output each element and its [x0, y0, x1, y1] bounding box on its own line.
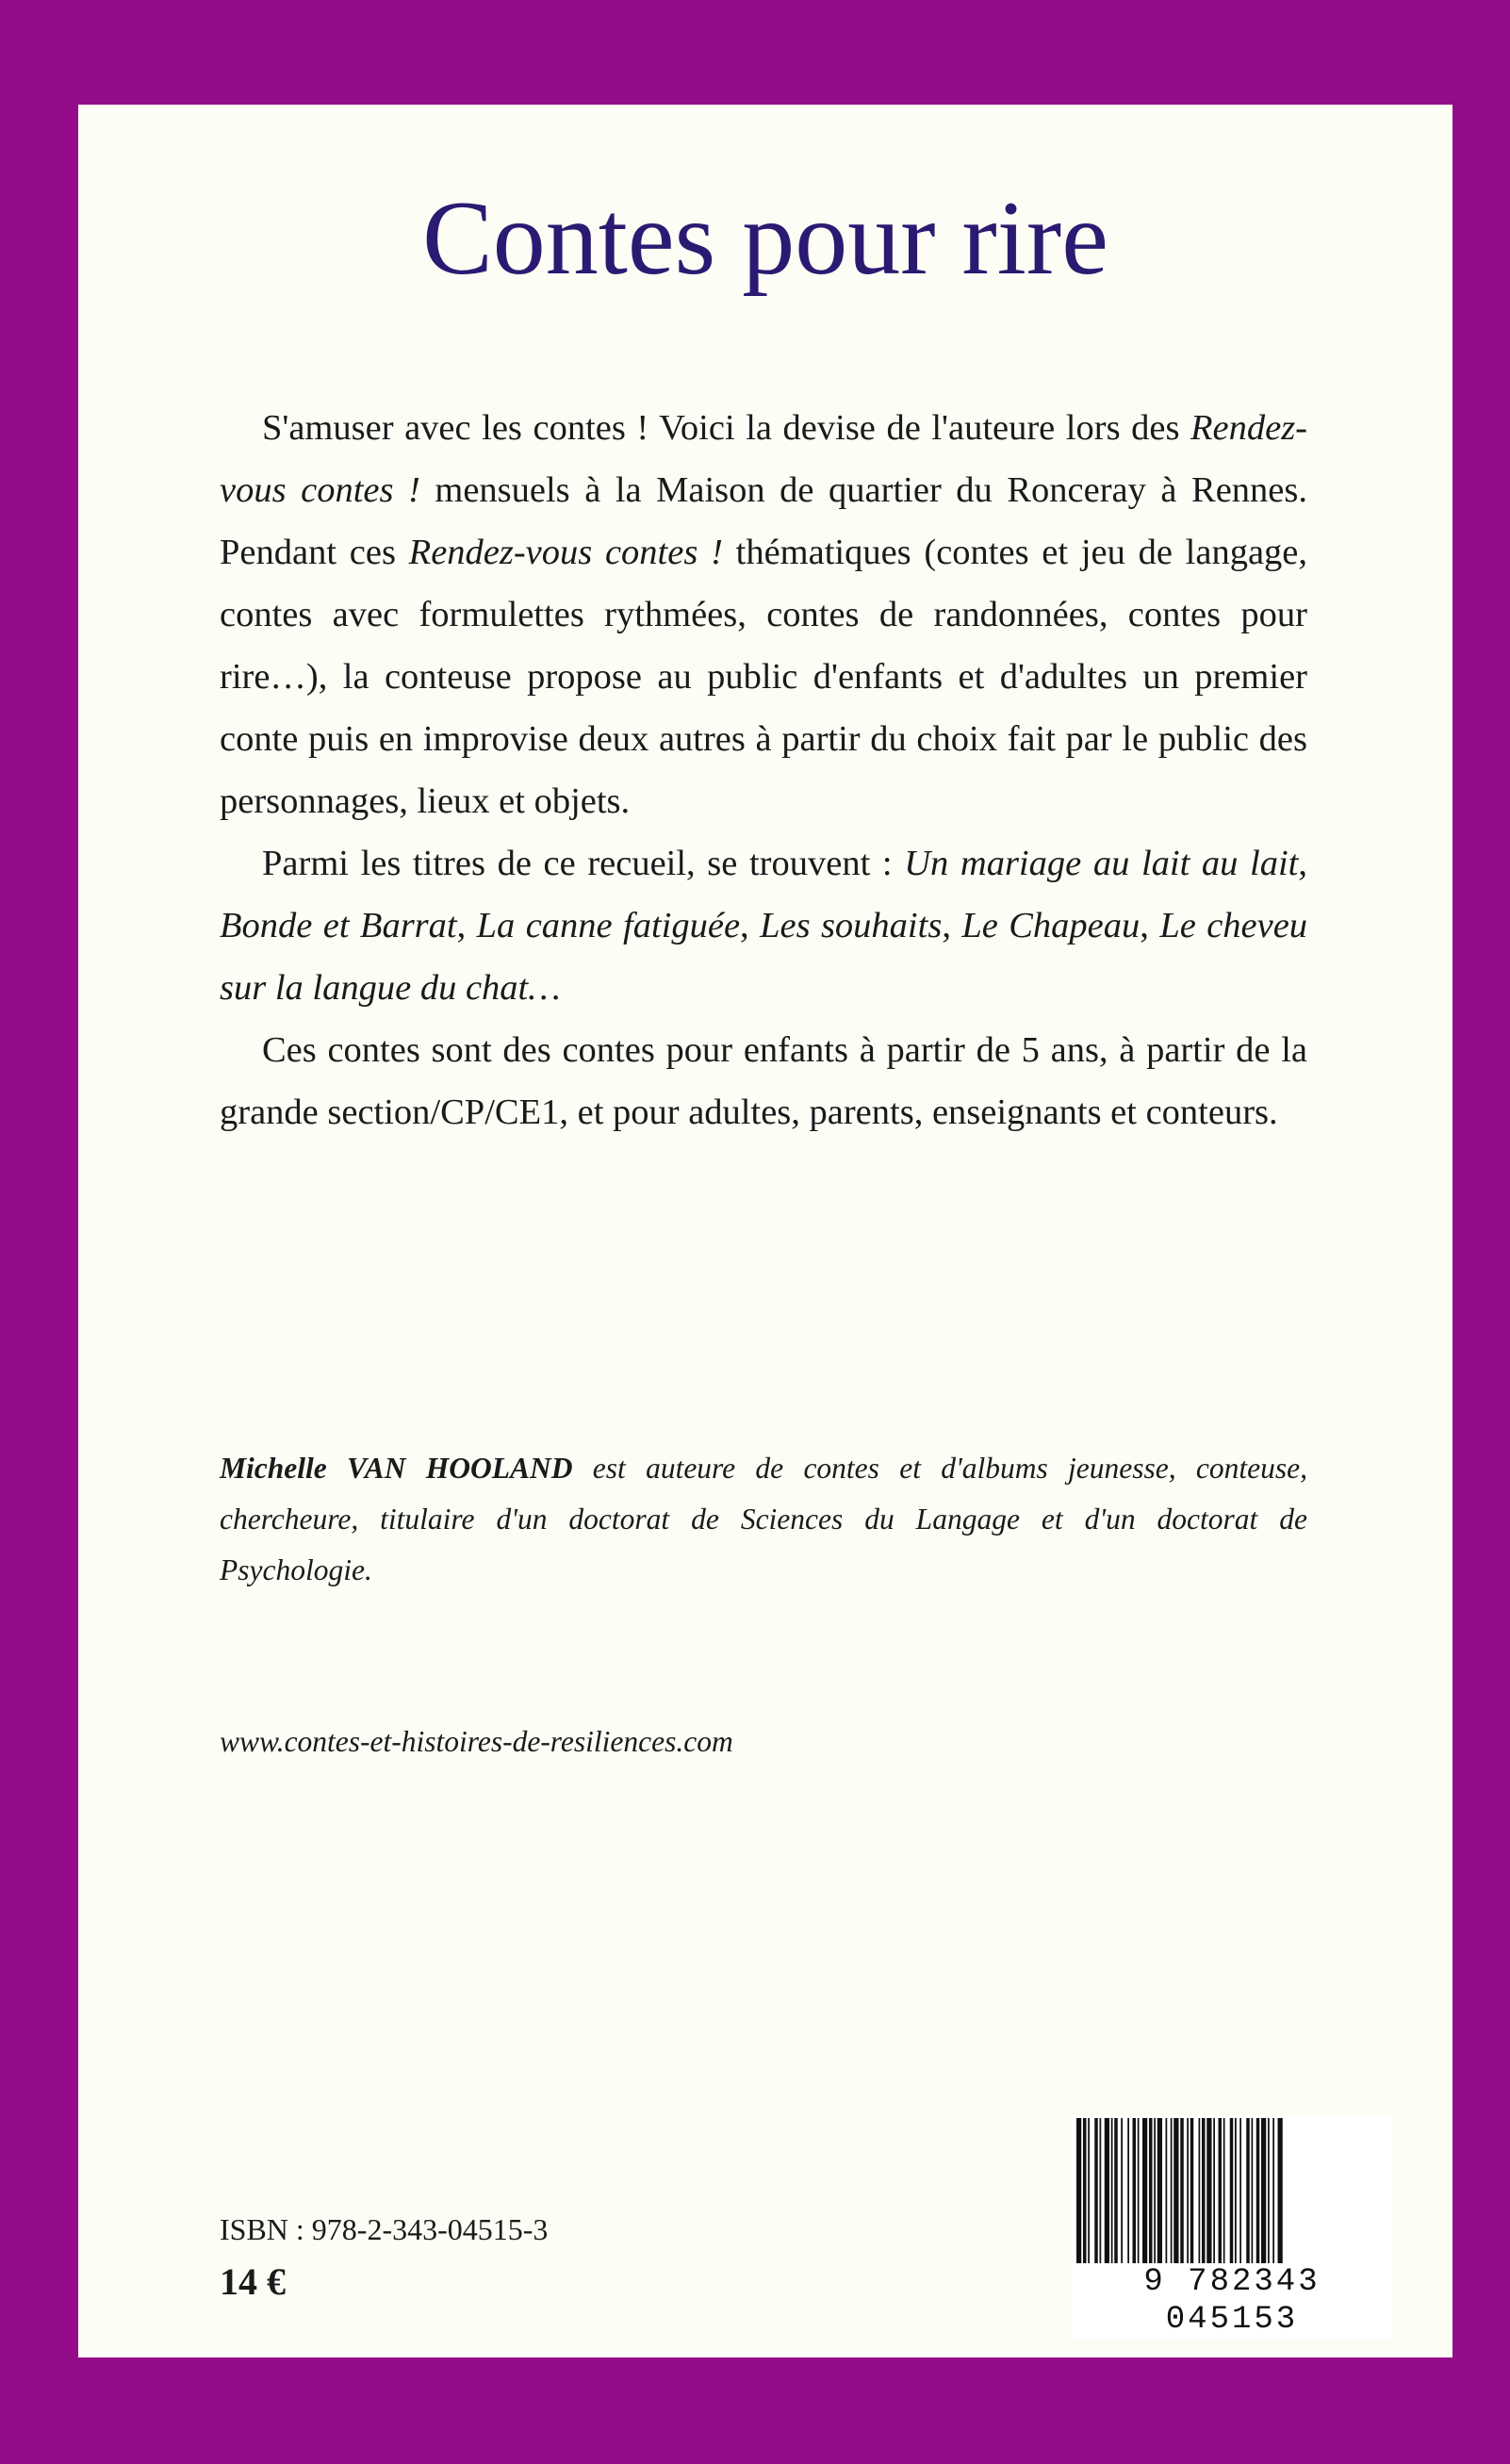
barcode-bar	[1142, 2118, 1147, 2265]
barcode-bar	[1088, 2118, 1090, 2265]
barcode-digits: 9 782343 045153	[1071, 2263, 1393, 2339]
barcode-bar	[1272, 2118, 1274, 2265]
barcode-bar	[1174, 2118, 1178, 2265]
barcode-bar	[1171, 2118, 1173, 2265]
barcode-bar	[1105, 2118, 1109, 2265]
back-cover-panel	[78, 105, 1453, 2357]
barcode-bar	[1278, 2118, 1283, 2265]
barcode-bars	[1071, 2114, 1393, 2265]
barcode-bar	[1180, 2118, 1184, 2265]
barcode-bar	[1239, 2118, 1241, 2265]
barcode-bar	[1219, 2118, 1223, 2265]
blurb-paragraph-3: Ces contes sont des contes pour enfants à partir de 5 ans, à partir de la grande section/CP/CE1, et pour adultes, parents, enseignants et conteurs.	[220, 1030, 1307, 1132]
barcode-bar	[1094, 2118, 1098, 2265]
price: 14 €	[220, 2260, 286, 2303]
author-bio	[220, 1443, 1307, 1596]
barcode-bar	[1199, 2118, 1201, 2265]
barcode-bar	[1154, 2118, 1156, 2265]
barcode-bar	[1230, 2118, 1234, 2265]
barcode-bar	[1149, 2118, 1153, 2265]
barcode-bar	[1138, 2118, 1140, 2265]
barcode-bar	[1121, 2118, 1123, 2265]
barcode-bar	[1206, 2118, 1211, 2265]
barcode-bar	[1100, 2118, 1102, 2265]
author-bio-text: est auteure de contes et d'albums jeunesse, conteuse, chercheure, titulaire d'un doctorat de Sciences du Langage et d'un doctorat de Psychologie.	[220, 1452, 1307, 1586]
book-blurb	[220, 397, 1307, 1143]
barcode-bar	[1076, 2118, 1081, 2265]
barcode-bar	[1213, 2118, 1215, 2265]
barcode-bar	[1235, 2118, 1237, 2265]
barcode-bar	[1127, 2118, 1129, 2265]
author-website[interactable]: www.contes-et-histoires-de-resiliences.com	[220, 1725, 733, 1758]
barcode-bar	[1166, 2118, 1168, 2265]
barcode-bar	[1083, 2118, 1087, 2265]
book-title: Contes pour rire	[422, 180, 1108, 297]
barcode-bar	[1256, 2118, 1260, 2265]
barcode-bar	[1190, 2118, 1194, 2265]
blurb-paragraph-2: Parmi les titres de ce recueil, se trouvent : Un mariage au lait au lait, Bonde et Barrat, La canne fatiguée, Les souhaits, Le Chapeau, Le cheveu sur la langue du chat…	[220, 844, 1308, 1008]
blurb-paragraph-1: S'amuser avec les contes ! Voici la devise de l'auteure lors des Rendez-vous contes ! mensuels à la Maison de quartier du Ronceray à Rennes. Pendant ces Rendez-vous contes ! thématiques (contes et jeu de langage, contes avec formulettes rythmées, contes de randonnées, contes pour rire…), la conteuse propose au public d'enfants et d'adultes un premier conte puis en improvise deux autres à partir du choix fait par le public des personnages, lieux et objets.	[220, 408, 1307, 821]
barcode-bar	[1246, 2118, 1250, 2265]
barcode-bar	[1157, 2118, 1162, 2265]
barcode-bar	[1187, 2118, 1189, 2265]
isbn: ISBN : 978-2-343-04515-3	[220, 2212, 549, 2246]
barcode	[1071, 2114, 1393, 2338]
barcode-bar	[1202, 2118, 1206, 2265]
author-name: Michelle VAN HOOLAND	[220, 1452, 573, 1485]
barcode-bar	[1252, 2118, 1254, 2265]
barcode-bar	[1268, 2118, 1270, 2265]
barcode-bar	[1111, 2118, 1113, 2265]
barcode-bar	[1133, 2118, 1137, 2265]
barcode-bar	[1261, 2118, 1266, 2265]
barcode-bar	[1114, 2118, 1118, 2265]
barcode-bar	[1223, 2118, 1225, 2265]
